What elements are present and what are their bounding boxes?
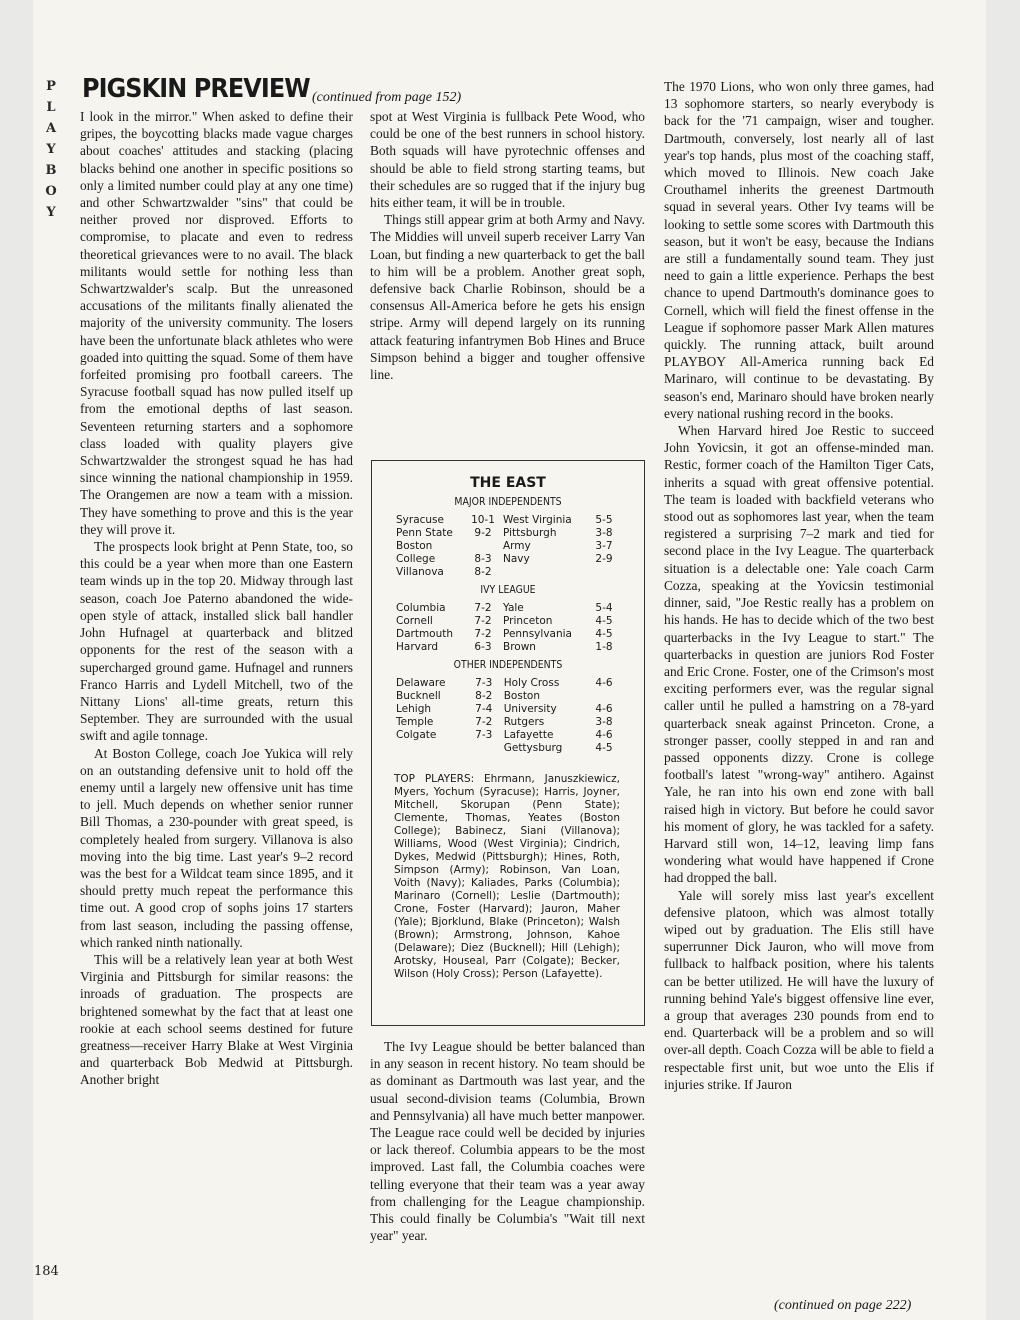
team-name: Navy (502, 553, 530, 565)
paragraph: Things still appear grim at both Army and Navy. The Middies will unveil superb receiver Larry Van Loan, but finding a new quarterback to get the ball to him will be a problem. Another great soph, defensive back Charlie Robinson, should be a consensus All-America before he gets his ensign stripe. Army will depend largely on its running attack featuring infantrymen Bob Hines and Bruce Simpson behind a bigger and tougher offensive line. (370, 212, 645, 383)
team-record: 3-8 (595, 716, 613, 728)
continued-on-note: (continued on page 222) (774, 1298, 912, 1313)
team-name (396, 742, 464, 755)
paragraph: The Ivy League should be better balanced than in any season in recent history. No team should be as dominant as Dartmouth was last year, and the usual second-division teams (Columbia, Brown and Pennsylvania) all have much better manpower. The League race could well be decided by injuries or lack thereof. Columbia appears to be the most improved. Last fall, the Columbia coaches were telling everyone that their team was a year away from challenging for the League championship. This could finally be Columbia's "Wait till next year" year. (370, 1039, 645, 1244)
team-record: 7-2 (474, 615, 492, 627)
team-record: 7-3 (475, 729, 493, 741)
paragraph: The prospects look bright at Penn State, too, so this could be a year when more than one Eastern team winds up in the top 20. Midway through last season, coach Joe Paterno abandoned the wide-open style of attack, installed slick ball handler John Hufnagel at quarterback and blitzed opponents for the rest of the season with a supercharged ground game. Hufnagel and runners Franco Harris and Lydell Mitchell, two of the Nittany Lions' all-time greats, return this September. They are surrounded with the usual swift and agile tonnage. (80, 539, 353, 744)
sidebar-title: THE EAST (470, 475, 546, 491)
standings-row (396, 628, 624, 641)
magazine-masthead (40, 76, 64, 223)
team-name: Syracuse (396, 514, 444, 526)
team-name: Cornell (396, 615, 433, 627)
team-name: Temple (396, 716, 434, 728)
team-record: 3-8 (595, 527, 613, 539)
team-record: 4-6 (595, 703, 613, 715)
team-name: College (396, 553, 436, 565)
team-record: 3-7 (595, 540, 613, 552)
text-column-2 (370, 108, 645, 383)
section-heading: IVY LEAGUE (480, 583, 536, 596)
team-record: 4-6 (595, 729, 613, 741)
standings-table (396, 677, 624, 755)
team-name: Penn State (396, 527, 453, 539)
sidebar-the-east (371, 460, 645, 1026)
standings-row (396, 729, 624, 742)
team-record: 7-3 (475, 677, 493, 689)
team-record: 7-2 (474, 628, 492, 640)
standings-row (396, 703, 624, 716)
masthead-letter: Y (46, 205, 58, 220)
text-column-3 (664, 78, 934, 1093)
standings-table (396, 514, 624, 579)
team-record (464, 742, 504, 755)
standings-row (396, 566, 624, 579)
standings-row (396, 602, 624, 615)
team-record: 7-2 (475, 716, 493, 728)
team-record: 5-5 (595, 514, 613, 526)
continued-from-note: (continued from page 152) (312, 90, 462, 105)
team-record (584, 690, 624, 703)
team-record: 1-8 (595, 641, 613, 653)
team-record: 6-3 (474, 641, 492, 653)
standings-row (396, 677, 624, 690)
team-name: Yale (502, 602, 524, 614)
team-record: 4-5 (595, 742, 613, 754)
paragraph: spot at West Virginia is fullback Pete Wood, who could be one of the best runners in school history. Both squads will have pyrotechnic offenses and should be able to field strong starting teams, but their schedules are so rugged that if the injury bug hits either team, it will be in trouble. (370, 109, 645, 211)
team-record: 2-9 (595, 553, 613, 565)
paragraph: The 1970 Lions, who won only three games, had 13 sophomore starters, so nearly everybody is back for the '71 campaign, wiser and tougher. Dartmouth, conversely, lost nearly all of last year's top hands, plus most of the coaching staff, which moved to Illinois. New coach Jake Crouthamel inherits the greenest Dartmouth squad in several years. Other Ivy teams will be looking to settle some scores with Dartmouth this season, but it won't be easy, because the Indians are still a fundamentally sound team. They just need to gain a little experience. Perhaps the best chance to upend Dartmouth's dominance goes to Cornell, which will field the finest offense in the League if sophomore passer Mark Allen matures quickly. The running attack, built around PLAYBOY All-America running back Ed Marinaro, will continue to be devastating. By season's end, Marinaro should have broken nearly every national rushing record in the books. (664, 79, 934, 421)
team-record: 4-6 (595, 677, 613, 689)
paragraph: Yale will sorely miss last year's excellent defensive platoon, which was almost totally wiped out by graduation. The Elis still have superrunner Dick Jauron, who will move from fullback to halfback position, where his talents can be better utilized. He will have the luxury of running behind Yale's biggest offensive line ever, a group that averages 230 pounds from end to end. Quarterback will be a problem and so will over-all depth. Coach Cozza will be able to field a respectable first unit, but woe unto the Elis if injuries strike. If Jauron (664, 887, 934, 1092)
team-name: Rutgers (503, 716, 545, 728)
team-record (463, 540, 503, 553)
team-name (503, 566, 584, 579)
standings-row (396, 514, 624, 527)
standings-row (396, 527, 624, 540)
team-record (584, 566, 624, 579)
masthead-letter: L (46, 100, 58, 115)
team-name: Pennsylvania (502, 628, 572, 640)
team-record: 7-4 (475, 703, 493, 715)
page-number: 184 (34, 1264, 59, 1279)
team-name: West Virginia (502, 514, 572, 526)
team-name: Boston (503, 690, 541, 702)
team-name: Harvard (396, 641, 439, 653)
team-record: 8-3 (474, 553, 492, 565)
text-column-1 (80, 108, 353, 1089)
paragraph: At Boston College, coach Joe Yukica will rely on an outstanding defensive unit to hold off the enemy until a largely new offensive unit has time to jell. Much depends on whether senior runner Bill Thomas, a 230-pounder with great speed, is completely healed from surgery. Villanova is also moving into the big time. Last year's 9–2 record was the best for a Wildcat team since 1895, and it should pretty much repeat the performance this time out. A good crop of sophs joins 17 starters from last season, including the passing offense, which ranked ninth nationally. (80, 745, 353, 950)
standings-row (396, 690, 624, 703)
team-name: Bucknell (396, 690, 441, 702)
masthead-letter: A (45, 121, 59, 136)
team-name: Gettysburg (503, 742, 563, 754)
masthead-letter: P (46, 79, 58, 94)
standings-row (396, 615, 624, 628)
paragraph: When Harvard hired Joe Restic to succeed John Yovicsin, it got an offense-minded man. Restic, former coach of the Hamilton Tiger Cats, inherits a squad with great offensive potential. The team is loaded with backfield veterans who stood out as sophomores last year, when the team registered a surprising 7–2 mark and tied for second place in the Ivy League. The quarterback situation is a delectable one: Yale coach Carm Cozza, speaking at the Yovicsin testimonial dinner, said, "Joe Restic really has a problem on his hands. He has to decide which of the two best quarterbacks in the Ivy League to start." The quarterbacks in question are juniors Rod Foster and Eric Crone. Foster, one of the Crimson's most exciting performers ever, was the regular signal caller until he pulled a hamstring on a 78-yard quarterback sneak against Princeton. Crone, a stronger passer, coolly stepped in and ran and passed opponents dizzy. Crone is college football's latest "wrong-way" antihero. Against Yale, he ran into his own end zone with ball raised high in victory. But before he could savor his moment of glory, he was tackled for a safety. Harvard still won, 14–12, leaving limp fans wondering what would have happened if Crone had dropped the ball. (664, 423, 934, 886)
standings-row (396, 553, 624, 566)
paragraph: I look in the mirror." When asked to define their gripes, the boycotting blacks made vague charges about coaches' attitudes and stacking (placing blacks behind one another in specific positions so only a limited number could play at any one time) and other Schwartzwalder "sins" that could be neither proved nor disproved. Efforts to compromise, to placate and even to redress theoretical grievances were to no avail. The black militants would settle for nothing less than Schwartzwalder's scalp. But the unreasoned accusations of the militants finally alienated the majority of the university community. The losers have been the unfortunate black athletes who were goaded into quitting the squad. Some of them have forfeited promising pro football careers. The Syracuse football squad has now pulled itself up from the emotional depths of last season. Seventeen returning starters and a sophomore class loaded with quality players give Schwartzwalder the strongest squad he has had since winning the national championship in 1959. The Orangemen are now a team with a mission. They have something to prove and this is the year they will prove it. (80, 109, 353, 537)
masthead-letter: Y (46, 142, 58, 157)
team-record: 4-5 (595, 615, 613, 627)
team-name: University (503, 703, 557, 715)
section-heading: MAJOR INDEPENDENTS (454, 495, 562, 508)
standings-row (396, 540, 624, 553)
team-name: Columbia (396, 602, 446, 614)
team-record: 4-5 (595, 628, 613, 640)
team-name: Holy Cross (503, 677, 560, 689)
section-heading: OTHER INDEPENDENTS (453, 658, 563, 671)
article-headline: PIGSKIN PREVIEW (82, 74, 310, 104)
team-record: 8-2 (475, 690, 493, 702)
team-name: Villanova (396, 566, 444, 578)
team-name: Brown (502, 641, 536, 653)
team-record: 5-4 (595, 602, 613, 614)
team-name: Lafayette (503, 729, 554, 741)
standings-row (396, 641, 624, 654)
standings-table (396, 602, 624, 654)
team-name: Colgate (396, 729, 437, 741)
team-record: 8-2 (474, 566, 492, 578)
masthead-letter: B (45, 163, 59, 178)
team-record: 10-1 (471, 514, 495, 526)
team-record: 9-2 (474, 527, 492, 539)
standings-row (396, 716, 624, 729)
team-record: 7-2 (474, 602, 492, 614)
top-players: TOP PLAYERS: Ehrmann, Januszkiewicz, Myers, Yochum (Syracuse); Harris, Joyner, Mitchell, Skorupan (Penn State); Clemente, Thomas, Yeates (Boston College); Babinecz, Siani (Villanova); Williams, Wood (West Virginia); Cindrich, Dykes, Medwid (Pittsburgh); Hines, Roth, Simpson (Army); Robinson, Van Loan, Voith (Navy); Kaliades, Parks (Columbia); Marinaro (Cornell); Leslie (Dartmouth); Crone, Foster (Harvard); Jauron, Maher (Yale); Bjorklund, Blake (Princeton); Walsh (Brown); Armstrong, Johnson, Kahoe (Delaware); Diez (Bucknell); Hill (Lehigh); Arotsky, Houseal, Parr (Colgate); Becker, Wilson (Holy Cross); Person (Lafayette). (394, 773, 620, 980)
text-column-2-lower (370, 1038, 645, 1244)
paragraph: This will be a relatively lean year at both West Virginia and Pittsburgh for similar reasons: the inroads of graduation. The prospects are brightened somewhat by the fact that at least one rookie at each school seems destined for future greatness—receiver Harry Blake at West Virginia and quarterback Bob Medwid at Pittsburgh. Another bright (80, 951, 353, 1088)
team-name: Princeton (502, 615, 553, 627)
team-name: Lehigh (396, 703, 432, 715)
team-name: Pittsburgh (502, 527, 557, 539)
team-name: Army (502, 540, 531, 552)
standings-row (396, 742, 624, 755)
team-name: Boston (396, 540, 433, 552)
team-name: Dartmouth (396, 628, 454, 640)
team-name: Delaware (396, 677, 446, 689)
masthead-letter: O (45, 184, 59, 199)
